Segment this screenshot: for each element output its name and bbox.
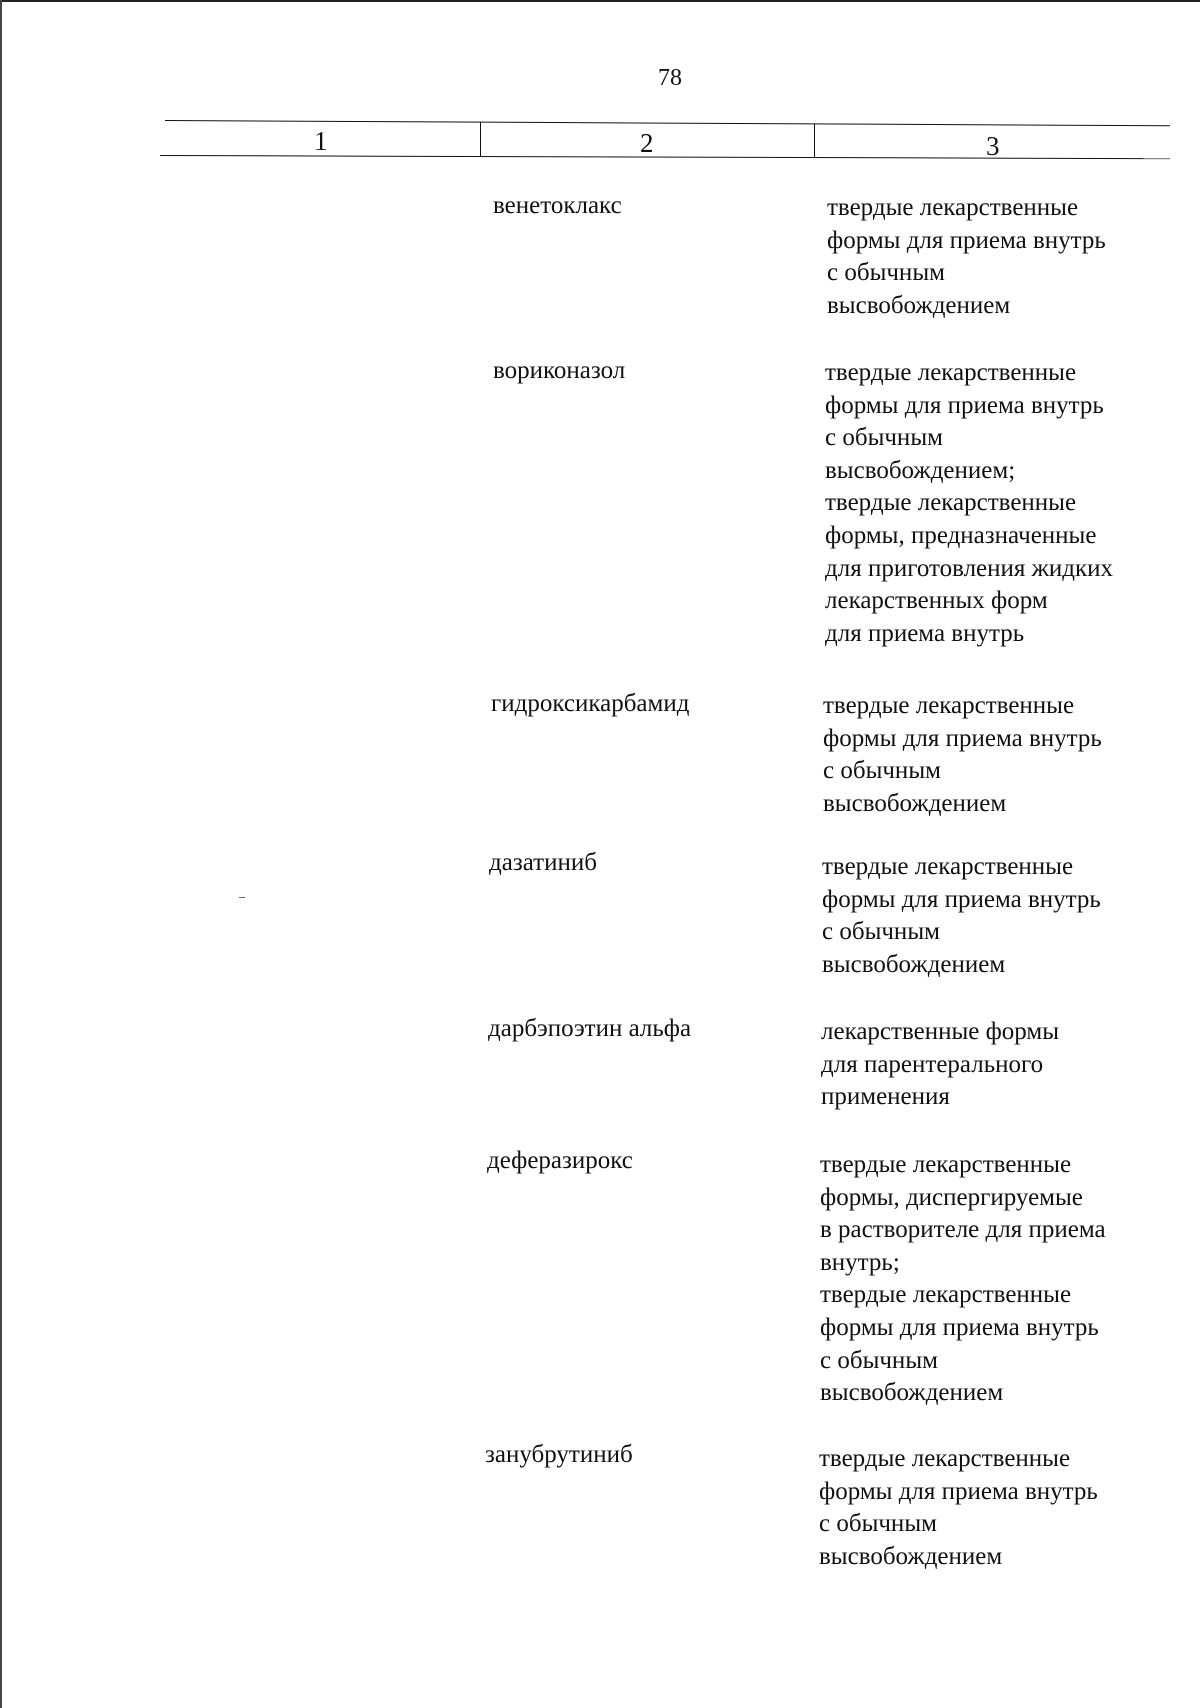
table-column-divider-1 bbox=[480, 122, 481, 156]
column-header-3: 3 bbox=[986, 131, 1000, 161]
drug-name: занубрутиниб bbox=[485, 1441, 633, 1468]
table-header-bottom-rule bbox=[160, 155, 1170, 159]
drug-name: дарбэпоэтин альфа bbox=[488, 1015, 692, 1042]
scan-speck bbox=[239, 897, 245, 898]
drug-name: гидроксикарбамид bbox=[491, 690, 690, 717]
drug-name: деферазирокс bbox=[487, 1147, 633, 1174]
drug-forms: твердые лекарственные формы для приема внутрь с обычным высвобождением bbox=[823, 692, 1102, 817]
drug-forms: твердые лекарственные формы, диспергируемые в растворителе для приема внутрь; твердые лекарственные формы для приема внутрь с обычным высвобождением bbox=[820, 1151, 1106, 1407]
page-number: 78 bbox=[658, 65, 682, 91]
scan-border-left bbox=[0, 0, 2, 1708]
drug-forms: лекарственные формы для парентерального применения bbox=[821, 1018, 1060, 1111]
drug-forms: твердые лекарственные формы для приема внутрь с обычным высвобождением; твердые лекарственные формы, предназначенные для приготовления жидких лекарственных форм для приема внутрь bbox=[825, 359, 1114, 647]
column-header-2: 2 bbox=[640, 128, 654, 158]
column-header-1: 1 bbox=[314, 126, 328, 156]
drug-name: венетоклакс bbox=[493, 192, 622, 219]
scan-border-top bbox=[0, 0, 1200, 2]
drug-name: вориконазол bbox=[493, 357, 626, 384]
drug-name: дазатиниб bbox=[489, 849, 597, 876]
drug-forms: твердые лекарственные формы для приема внутрь с обычным высвобождением bbox=[822, 853, 1101, 978]
table-column-divider-2 bbox=[814, 124, 815, 158]
drug-forms: твердые лекарственные формы для приема внутрь с обычным высвобождением bbox=[819, 1445, 1098, 1570]
drug-forms: твердые лекарственные формы для приема внутрь с обычным высвобождением bbox=[827, 194, 1106, 319]
